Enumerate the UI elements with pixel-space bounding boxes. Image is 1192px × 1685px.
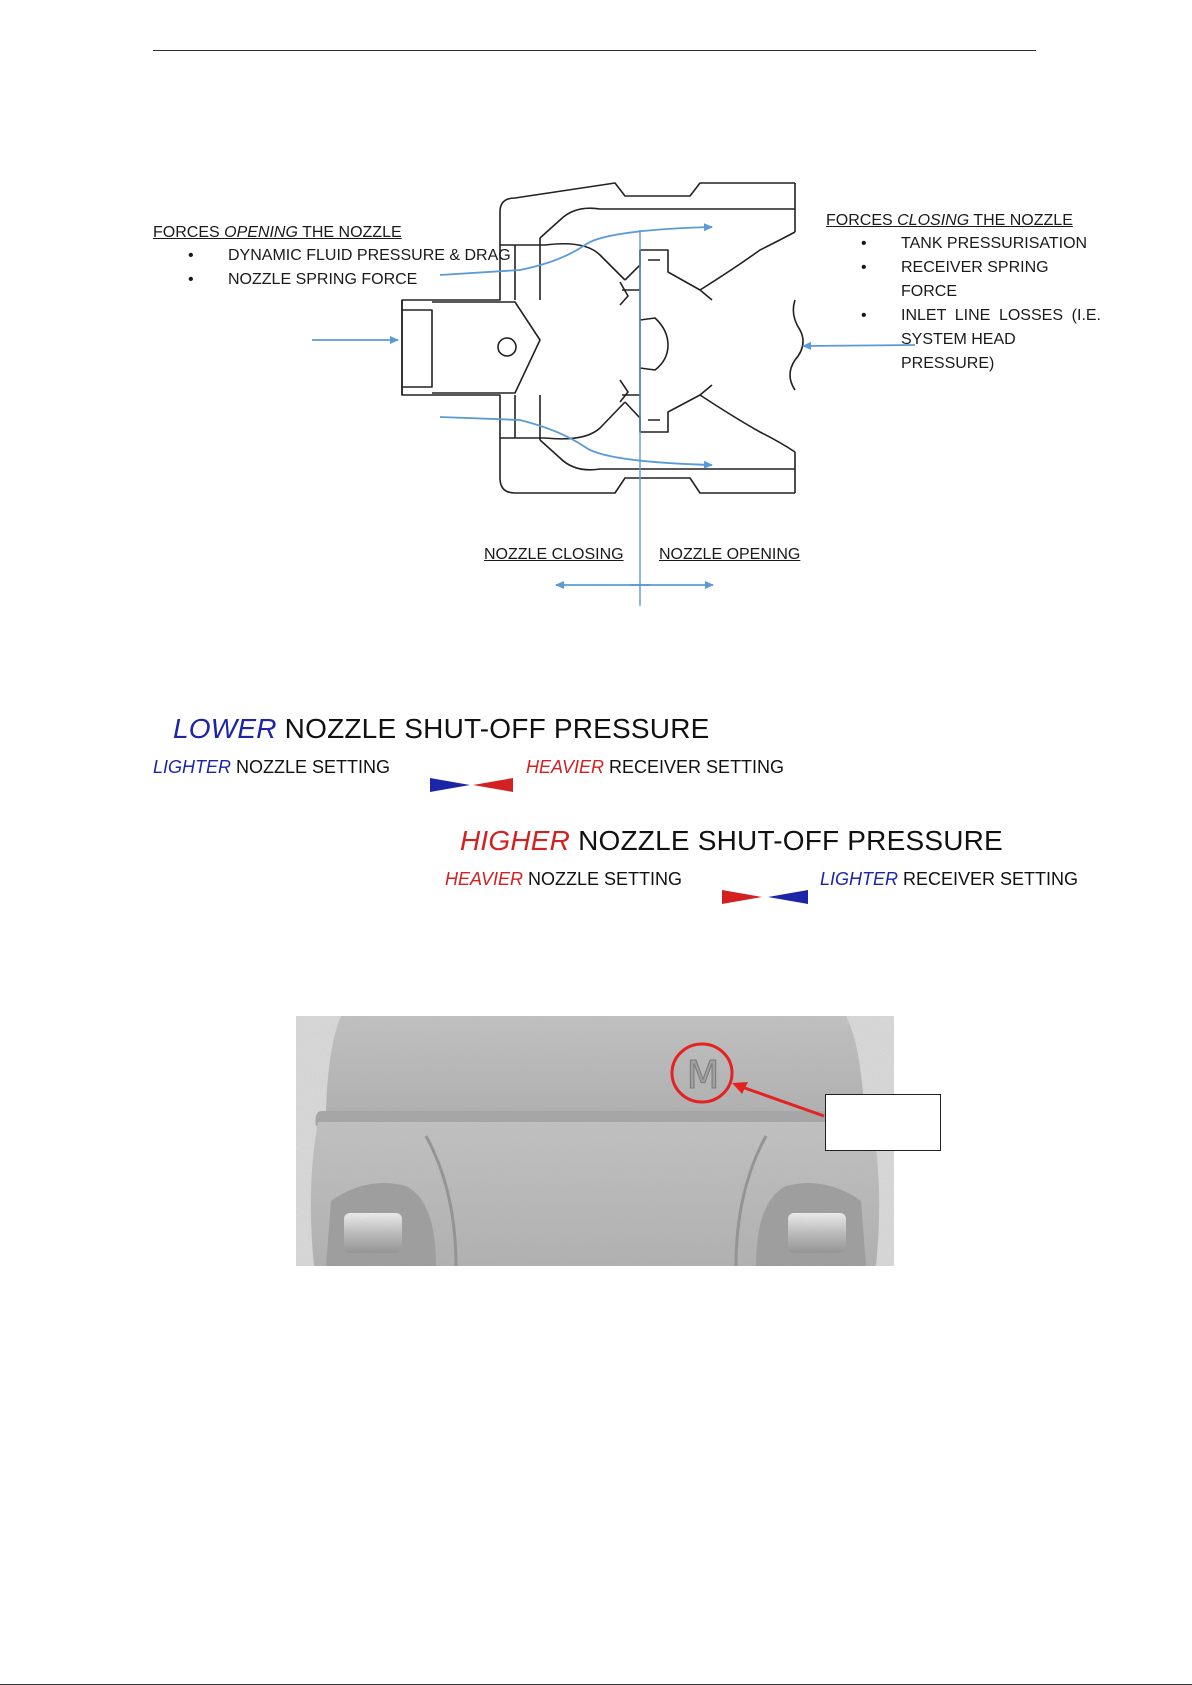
heading-em: CLOSING xyxy=(897,212,970,229)
heading-post: THE NOZZLE xyxy=(297,224,402,241)
setting-rest: RECEIVER SETTING xyxy=(898,869,1079,889)
bullet-icon: • xyxy=(188,247,194,264)
bullet-icon: • xyxy=(861,235,867,252)
item-text: INLET LINE LOSSES (I.E. xyxy=(901,307,1101,324)
setting-em: HEAVIER xyxy=(445,869,524,889)
higher-em: HIGHER xyxy=(460,825,571,856)
photo-label-box xyxy=(825,1094,941,1151)
higher-rest: NOZZLE SHUT-OFF PRESSURE xyxy=(570,825,1003,856)
setting-rest: NOZZLE SETTING xyxy=(231,757,391,777)
item-text: SYSTEM HEAD PRESSURE) xyxy=(901,331,1016,372)
setting-rest: NOZZLE SETTING xyxy=(523,869,683,889)
nozzle-closing-label: NOZZLE CLOSING xyxy=(484,546,624,563)
bullet-icon: • xyxy=(861,307,867,324)
stamp-letter-m: M xyxy=(686,1053,720,1097)
setting-em: LIGHTER xyxy=(820,869,899,889)
setting-em: LIGHTER xyxy=(153,757,232,777)
receiver-body-photo xyxy=(296,1016,894,1266)
heading-pre: FORCES xyxy=(826,212,898,229)
nozzle-opening-label: NOZZLE OPENING xyxy=(659,546,801,563)
heading-post: THE NOZZLE xyxy=(969,212,1073,229)
setting-rest: RECEIVER SETTING xyxy=(604,757,785,777)
heading-pre: FORCES xyxy=(153,224,225,241)
lower-em: LOWER xyxy=(173,713,277,744)
item-text: TANK PRESSURISATION xyxy=(901,235,1088,252)
photo-illustration xyxy=(296,1016,894,1266)
setting-em: HEAVIER xyxy=(526,757,605,777)
bullet-icon: • xyxy=(861,259,867,276)
item-text: DYNAMIC FLUID PRESSURE & DRAG xyxy=(228,247,511,264)
item-text: NOZZLE SPRING FORCE xyxy=(228,271,418,288)
heading-em: OPENING xyxy=(224,224,298,241)
lower-rest: NOZZLE SHUT-OFF PRESSURE xyxy=(276,713,710,744)
bullet-icon: • xyxy=(188,271,194,288)
item-text: RECEIVER SPRING FORCE xyxy=(901,259,1049,300)
